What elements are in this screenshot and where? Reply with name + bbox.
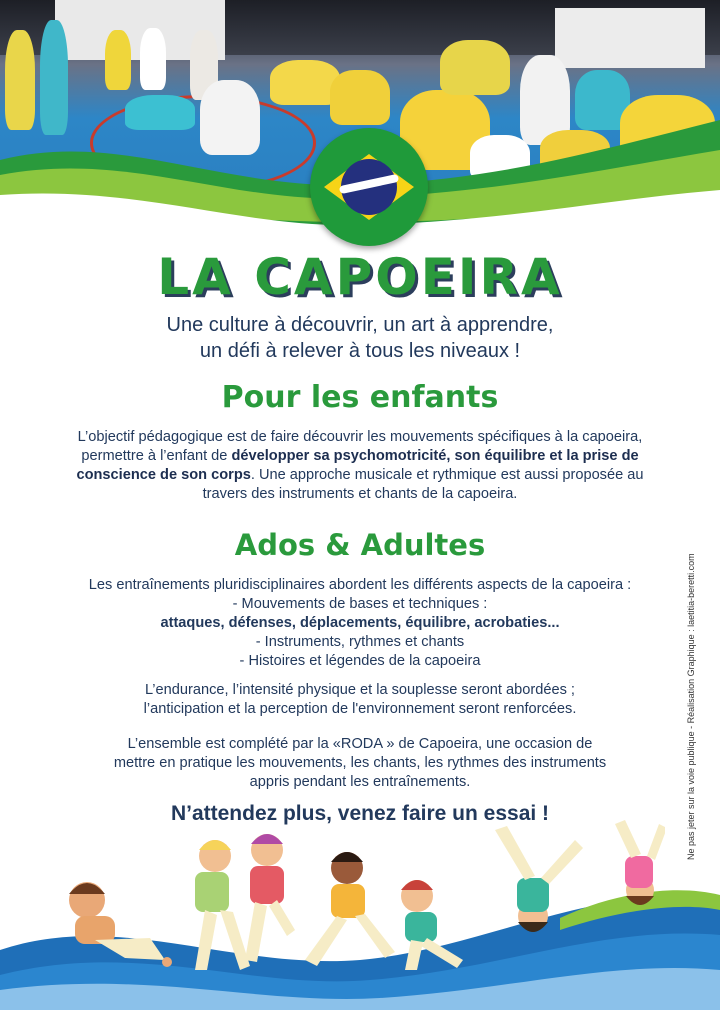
kids-paragraph (60, 428, 660, 504)
subtitle-line-2: un défi à relever à tous les niveaux ! (199, 340, 521, 362)
adults-para2-line-2: l’anticipation et la perception de l'environnement seront renforcées. (143, 701, 577, 717)
page-title: LA CAPOEIRA (157, 248, 563, 306)
adults-para3-line-3: appris pendant les entraînements. (249, 774, 471, 790)
kids-heading: Pour les enfants (221, 380, 499, 415)
kid-figure (195, 840, 250, 970)
kid-figure (69, 882, 172, 967)
side-note (676, 550, 696, 860)
kid-figure (305, 852, 395, 966)
brazil-flag-icon (310, 128, 428, 246)
adults-para3-line-1: L’ensemble est complété par la «RODA » de Capoeira, une occasion de (127, 736, 593, 752)
side-note-text: Ne pas jeter sur la voie publique - Réalisation Graphique : laetitia-beretti.com (686, 553, 696, 860)
subtitle-line-1: Une culture à découvrir, un art à apprendre, (166, 314, 554, 336)
kid-figure (401, 880, 463, 970)
adults-para2-line-1: L’endurance, l’intensité physique et la souplesse seront abordées ; (145, 682, 575, 698)
kid-figure (245, 834, 295, 962)
adults-item-2: - Instruments, rythmes et chants (255, 634, 465, 650)
adults-paragraph-3 (60, 735, 660, 792)
call-to-action: N’attendez plus, venez faire un essai ! (170, 802, 550, 825)
adults-para3-line-2: mettre en pratique les mouvements, les chants, les rythmes des instruments (113, 755, 607, 771)
adults-item-1: - Mouvements de bases et techniques : (232, 596, 488, 612)
adults-item-3: - Histoires et légendes de la capoeira (239, 653, 481, 669)
kids-text-bold: développer sa psychomotricité, son équilibre et la prise de conscience de son corps (76, 448, 639, 483)
kids-text-1: L’objectif pédagogique est de faire découvrir les mouvements spécifiques à la capoeira, permettre à l’enfant de (77, 429, 643, 464)
kid-figure (495, 826, 583, 932)
kid-figure (615, 820, 665, 905)
kids-text-2: . Une approche musicale et rythmique est aussi proposée au travers des instruments et chants de la capoeira. (202, 467, 644, 502)
kids-illustration (55, 820, 665, 985)
adults-paragraph-2 (60, 681, 660, 719)
adults-intro: Les entraînements pluridisciplinaires abordent les différents aspects de la capoeira : (88, 577, 632, 593)
adults-list (40, 576, 680, 671)
subtitle (0, 312, 720, 364)
adults-item-1-bold: attaques, défenses, déplacements, équilibre, acrobaties... (160, 615, 560, 631)
adults-heading: Ados & Adultes (234, 528, 486, 562)
